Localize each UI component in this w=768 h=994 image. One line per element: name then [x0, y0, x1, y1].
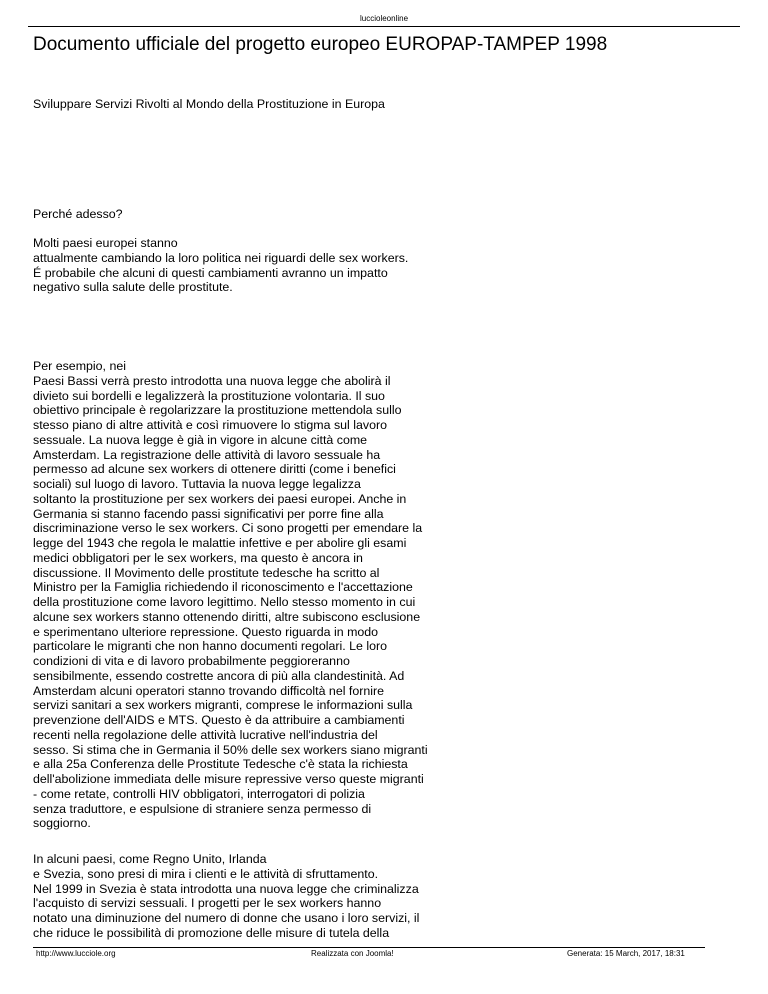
paragraph-intro: Molti paesi europei stanno attualmente cambiando la loro politica nei riguardi delle sex workers. É probabile che alcuni di questi cambiamenti avranno un impatto negativo sulla salute delle prostitute. — [33, 236, 409, 295]
site-name: luccioleonline — [359, 14, 409, 23]
header-divider — [28, 26, 740, 27]
section-heading-why-now: Perché adesso? — [33, 207, 123, 221]
paragraph-example: Per esempio, nei Paesi Bassi verrà presto introdotta una nuova legge che abolirà il divieto sui bordelli e legalizzerà la prostituzione volontaria. Il suo obiettivo principale è regolarizzare la prostituzione mettendola sullo stesso piano di altre attività e così rimuovere lo stigma sul lavoro sessuale. La nuova legge è già in vigore in alcune città come Amsterdam. La registrazione delle attività di lavoro sessuale ha permesso ad alcune sex workers di ottenere diritti (come i benefici sociali) sul luogo di lavoro. Tuttavia la nuova legge legalizza soltanto la prostituzione per sex workers dei paesi europei. Anche in Germania si stanno facendo passi significativi per porre fine alla discriminazione verso le sex workers. Ci sono progetti per emendare la legge del 1943 che regola le malattie infettive e per abolire gli esami medici obbligatori per le sex workers, ma questo è ancora in discussione. Il Movimento delle prostitute tedesche ha scritto al Ministro per la Famiglia richiedendo il riconoscimento e l'accettazione della prostituzione come lavoro legittimo. Nello stesso momento in cui alcune sex workers stanno ottenendo diritti, altre subiscono esclusione e sperimentano ulteriore repressione. Questo riguarda in modo particolare le migranti che non hanno documenti regolari. Le loro condizioni di vita e di lavoro probabilmente peggioreranno sensibilmente, essendo costrette ancora di più alla clandestinità. Ad Amsterdam alcuni operatori stanno trovando difficoltà nel fornire servizi sanitari a sex workers migranti, comprese le informazioni sulla prevenzione dell'AIDS e MTS. Questo è da attribuire a cambiamenti recenti nella regolazione delle attività lucrative nell'industria del sesso. Si stima che in Germania il 50% delle sex workers siano migranti e alla 25a Conferenza delle Prostitute Tedesche c'è stata la richiesta dell'abolizione immediata delle misure repressive verso queste migranti - come retate, controlli HIV obbligatori, interrogatori di polizia senza traduttore, e espulsione di straniere senza permesso di soggiorno. — [33, 359, 428, 831]
footer-made-with: Realizzata con Joomla! — [311, 949, 394, 958]
footer-generated-date: Generata: 15 March, 2017, 18:31 — [567, 949, 685, 958]
document-subtitle: Sviluppare Servizi Rivolti al Mondo della Prostituzione in Europa — [33, 97, 385, 111]
paragraph-countries: In alcuni paesi, come Regno Unito, Irlanda e Svezia, sono presi di mira i clienti e le attività di sfruttamento. Nel 1999 in Svezia è stata introdotta una nuova legge che criminalizza l'acquisto di servizi sessuali. I progetti per le sex workers hanno notato una diminuzione del numero di donne che usano i loro servizi, il che riduce le possibilità di promozione delle misure di tutela della — [33, 852, 420, 940]
footer-url-link[interactable]: http://www.lucciole.org — [36, 949, 116, 958]
footer-divider — [33, 947, 705, 948]
document-title: Documento ufficiale del progetto europeo EUROPAP-TAMPEP 1998 — [33, 34, 608, 55]
